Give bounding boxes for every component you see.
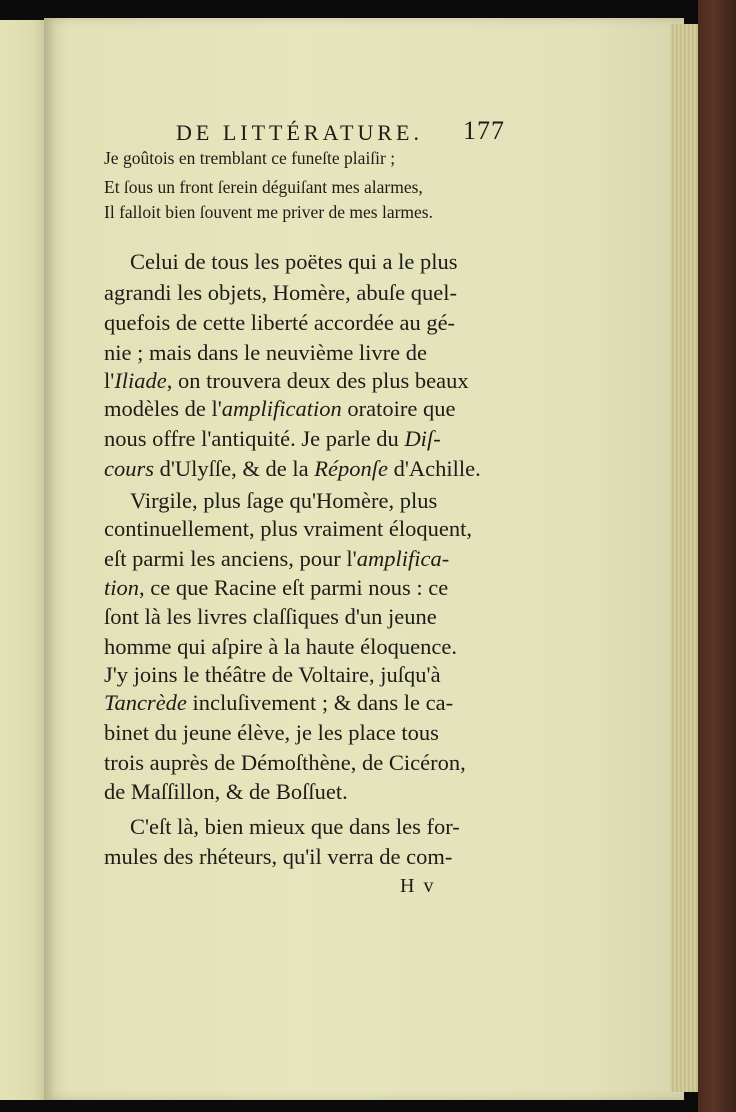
italic-term: Réponſe: [314, 456, 388, 481]
signature-mark: H v: [400, 875, 436, 897]
italic-term: tion: [104, 575, 140, 600]
running-title: DE LITTÉRATURE.: [176, 120, 423, 145]
italic-term: cours: [104, 456, 154, 481]
text-line: binet du jeune élève, je les place tous: [104, 720, 439, 745]
text-line: de Maſſillon, & de Boſſuet.: [104, 779, 348, 804]
text-line: cours d'Ulyſſe, & de la Réponſe d'Achille.: [104, 456, 481, 481]
text-line: trois auprès de Démoſthène, de Cicéron,: [104, 750, 466, 775]
text-line: J'y joins le théâtre de Voltaire, juſqu'à: [104, 662, 441, 687]
page-number: 177: [463, 116, 505, 145]
verse-line-1: Je goûtois en tremblant ce funeſte plaiſir ;: [104, 148, 396, 168]
text-line: tion, ce que Racine eſt parmi nous : ce: [104, 575, 449, 600]
italic-title: Iliade: [114, 368, 167, 393]
text-line: homme qui aſpire à la haute éloquence.: [104, 634, 457, 659]
text-line: Celui de tous les poëtes qui a le plus: [130, 249, 458, 274]
verse-line-3: Il falloit bien ſouvent me priver de mes larmes.: [104, 202, 433, 222]
text-line: Tancrède incluſivement ; & dans le ca-: [104, 690, 454, 715]
text-line: Virgile, plus ſage qu'Homère, plus: [130, 488, 438, 513]
italic-term: amplification: [221, 396, 342, 421]
text-line: continuellement, plus vraiment éloquent,: [104, 516, 473, 541]
verse-line-2: Et ſous un front ſerein déguiſant mes alarmes,: [104, 177, 423, 197]
text-line: agrandi les objets, Homère, abuſe quel-: [104, 280, 458, 305]
text-line: quefois de cette liberté accordée au gé-: [104, 310, 456, 335]
italic-title: Tancrède: [104, 690, 187, 715]
italic-term: Diſ-: [404, 426, 441, 451]
text-line: modèles de l'amplification oratoire que: [104, 396, 456, 421]
text-line: ſont là les livres claſſiques d'un jeune: [104, 604, 437, 629]
text-line: nie ; mais dans le neuvième livre de: [104, 340, 428, 365]
text-line: nous offre l'antiquité. Je parle du Diſ-: [104, 426, 441, 451]
italic-term: amplifica-: [356, 546, 450, 571]
text-line: mules des rhéteurs, qu'il verra de com-: [104, 844, 453, 869]
text-line: eſt parmi les anciens, pour l'amplifica-: [104, 546, 450, 571]
text-line: C'eſt là, bien mieux que dans les for-: [130, 814, 460, 839]
text-line: l'Iliade, on trouvera deux des plus beaux: [104, 368, 469, 393]
